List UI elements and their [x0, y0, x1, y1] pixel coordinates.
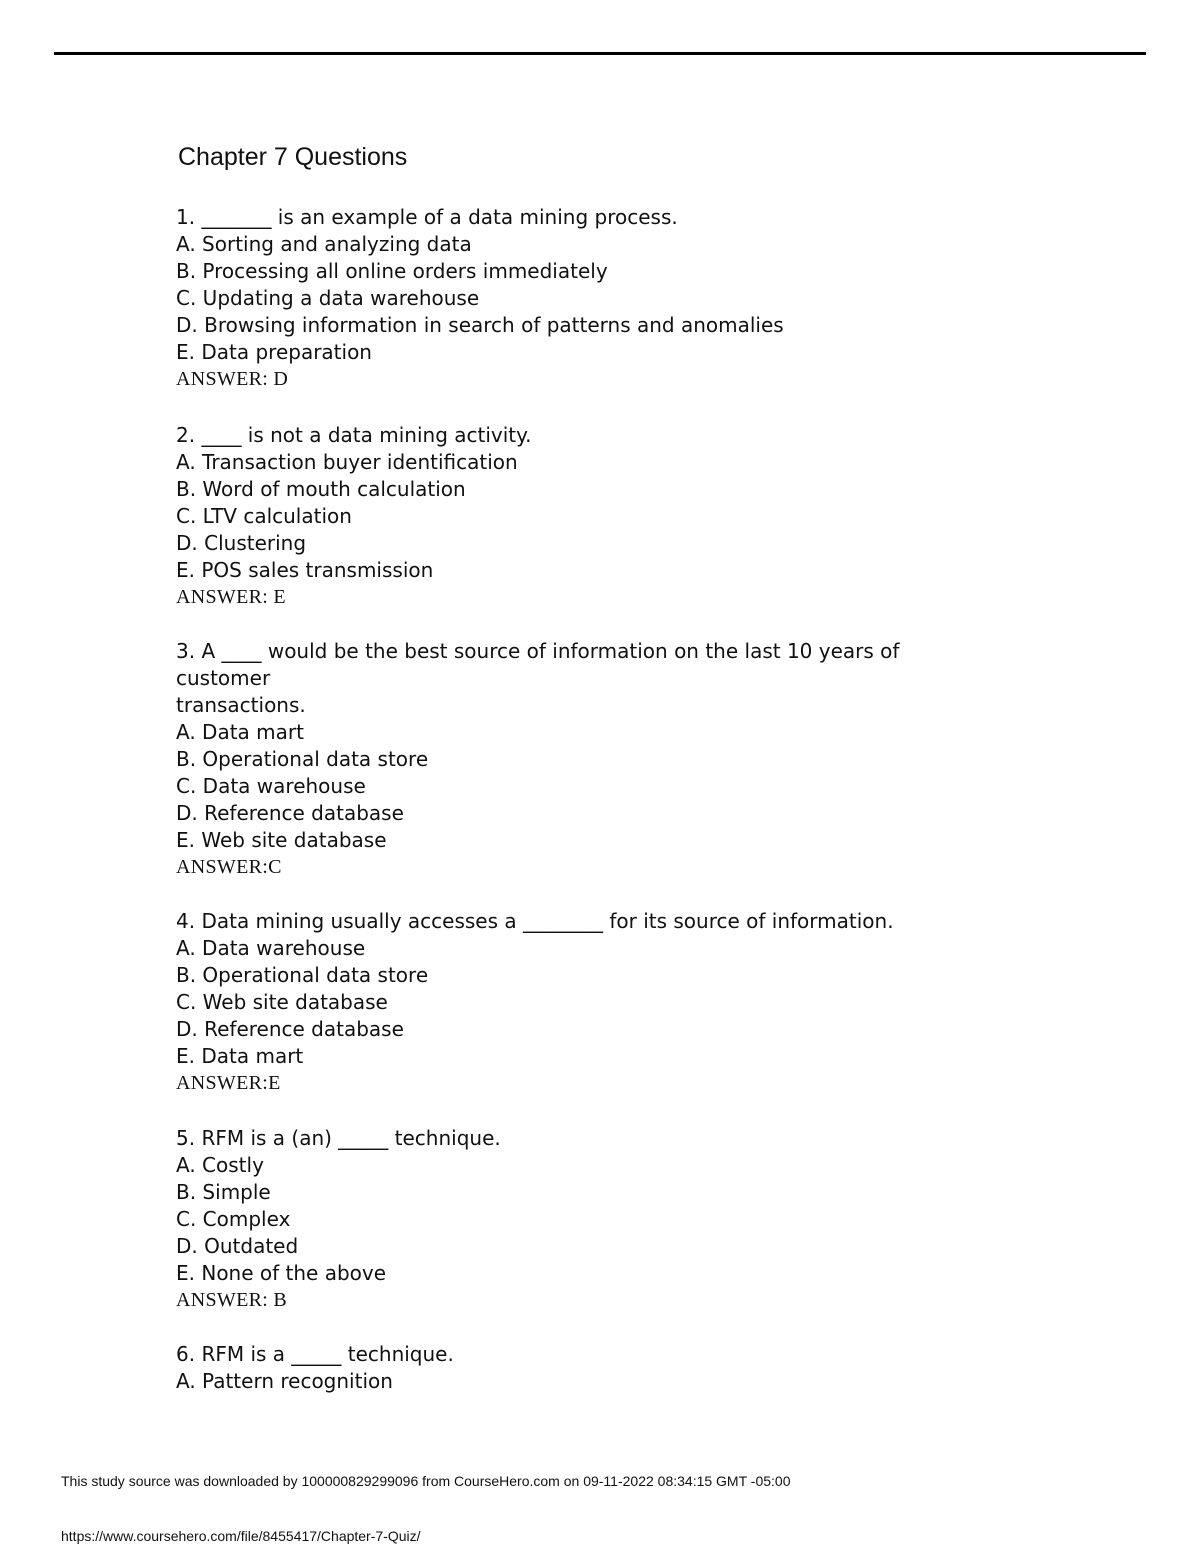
answer-option: E. None of the above	[176, 1261, 387, 1285]
answer-option: E. Web site database	[176, 828, 387, 852]
answer-option: A. Data warehouse	[176, 936, 366, 960]
answer-option: D. Outdated	[176, 1234, 299, 1258]
question-stem: 6. RFM is a _____ technique.	[176, 1342, 454, 1366]
answer-key: ANSWER:C	[176, 856, 282, 878]
answer-option: B. Simple	[176, 1180, 271, 1204]
answer-option: B. Processing all online orders immediately	[176, 259, 608, 283]
answer-option: D. Browsing information in search of patterns and anomalies	[176, 313, 784, 337]
answer-option: B. Operational data store	[176, 963, 429, 987]
answer-key: ANSWER:E	[176, 1072, 281, 1094]
answer-option: A. Sorting and analyzing data	[176, 232, 472, 256]
answer-option: B. Operational data store	[176, 747, 429, 771]
answer-option: D. Reference database	[176, 801, 404, 825]
answer-option: B. Word of mouth calculation	[176, 477, 466, 501]
answer-option: E. POS sales transmission	[176, 558, 434, 582]
answer-option: D. Clustering	[176, 531, 307, 555]
question-3	[176, 638, 899, 881]
answer-option: C. Complex	[176, 1207, 291, 1231]
question-stem: customer	[176, 666, 271, 690]
question-stem: 4. Data mining usually accesses a ________ for its source of information.	[176, 909, 894, 933]
answer-option: A. Data mart	[176, 720, 304, 744]
question-stem: 2. ____ is not a data mining activity.	[176, 423, 532, 447]
answer-key: ANSWER: B	[176, 1289, 288, 1311]
question-1	[176, 204, 784, 393]
question-stem: transactions.	[176, 693, 306, 717]
answer-option: A. Pattern recognition	[176, 1369, 393, 1393]
answer-key: ANSWER: D	[176, 368, 289, 390]
source-url: https://www.coursehero.com/file/8455417/Chapter-7-Quiz/	[61, 1528, 421, 1544]
answer-option: C. LTV calculation	[176, 504, 352, 528]
question-stem: 5. RFM is a (an) _____ technique.	[176, 1126, 501, 1150]
question-stem: 1. _______ is an example of a data mining process.	[176, 205, 678, 229]
question-2	[176, 422, 532, 611]
question-6	[176, 1341, 454, 1395]
question-5	[176, 1125, 501, 1314]
answer-key: ANSWER: E	[176, 586, 286, 608]
top-horizontal-rule	[54, 52, 1146, 55]
answer-option: C. Data warehouse	[176, 774, 366, 798]
download-notice: This study source was downloaded by 100000829299096 from CourseHero.com on 09-11-2022 08:34:15 GMT -05:00	[61, 1473, 791, 1489]
page-title: Chapter 7 Questions	[178, 143, 408, 171]
answer-option: A. Costly	[176, 1153, 264, 1177]
answer-option: C. Web site database	[176, 990, 388, 1014]
question-4	[176, 908, 894, 1097]
answer-option: E. Data mart	[176, 1044, 304, 1068]
answer-option: C. Updating a data warehouse	[176, 286, 480, 310]
answer-option: E. Data preparation	[176, 340, 372, 364]
answer-option: D. Reference database	[176, 1017, 404, 1041]
question-stem: 3. A ____ would be the best source of information on the last 10 years of	[176, 639, 900, 663]
answer-option: A. Transaction buyer identification	[176, 450, 518, 474]
